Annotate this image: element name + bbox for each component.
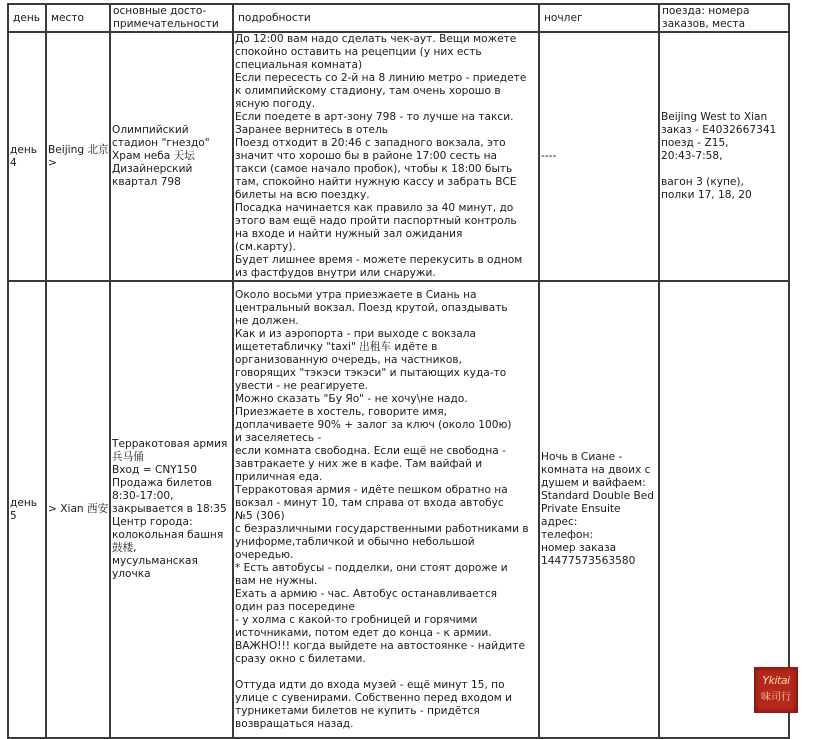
details-line: ВАЖНО!!! когда выйдете на автостоянке - найдите [235, 639, 525, 652]
sight-line: Дизайнерский [112, 163, 193, 175]
sight-line: улочка [112, 568, 151, 580]
cell-day [8, 32, 46, 281]
lodging-order-number: 14477573563580 [541, 555, 636, 567]
details-line: Если пересесть со 2-й на 8 линию метро - приедете [235, 72, 527, 84]
header-trains [659, 4, 789, 32]
details-line: с безразличными государственными работниками в [235, 522, 529, 535]
day-label: день [10, 143, 38, 156]
header-trains-line: заказов, места [662, 18, 746, 30]
details-line: очередью. [235, 548, 294, 561]
sight-line: 兵马俑 [112, 451, 144, 463]
lodging-room-type: Standard Double Bed [541, 490, 654, 502]
train-order-number: заказ - E4032667341 [661, 124, 777, 136]
details-line: Оттуда идти до входа музей - ещё минут 15, по [235, 678, 505, 691]
sight-line: Продажа билетов [112, 477, 212, 489]
header-sights [110, 4, 233, 32]
day-number: 4 [10, 156, 17, 169]
lodging-line: душем и вайфаем: [541, 477, 646, 489]
lodging-phone-label: телефон: [541, 529, 594, 541]
details-line: приличная еда. [235, 470, 323, 483]
details-line: там, спокойно найти нужную кассу и забрать ВСЕ [235, 176, 517, 188]
details-line: такси (самое начало пробок), чтобы к 18:00 быть [235, 163, 513, 175]
header-day [8, 4, 46, 32]
details-line: и заселяетесь - [235, 431, 322, 444]
details-line: Поезд отходит в 20:46 с западного вокзала, это [235, 137, 506, 149]
details-line: - у холма с какой-то гробницей и горячими [235, 613, 478, 626]
place-name: > Xian 西安 [48, 503, 109, 515]
sight-line: Центр города: [112, 516, 193, 528]
details-line: этого вам ещё надо пройти паспортный контроль [235, 215, 517, 227]
details-line: увести - не реагируете. [235, 379, 369, 392]
details-line: Около восьми утра приезжаете в Сиань на [235, 288, 477, 301]
train-time: 20:43-7:58, [661, 150, 723, 162]
details-line: к олимпийскому стадиону, там очень хорошо в [235, 85, 501, 97]
details-line: (см.карту). [235, 241, 296, 253]
cell-place [46, 32, 110, 281]
header-day-label: день [13, 11, 41, 24]
cell-sights [110, 281, 233, 738]
details-line: доплачиваете 90% + залог за ключ (около 100ю) [235, 418, 512, 431]
cell-place [46, 281, 110, 738]
header-place [46, 4, 110, 32]
details-line: возвращаться назад. [235, 717, 354, 730]
cell-sights [110, 32, 233, 281]
sight-line: колокольная башня [112, 529, 224, 541]
cell-lodging [539, 281, 659, 738]
table-row [8, 32, 789, 281]
details-line: ясную погоду. [235, 98, 316, 110]
details-line: Можно сказать "Бу Яо" - не хочу\не надо. [235, 392, 468, 405]
lodging-line: комната на двоих с [541, 464, 651, 476]
sight-line: Храм неба 天坛 [112, 150, 195, 162]
details-line: центральный вокзал. Поезд крутой, опаздывать [235, 301, 508, 314]
header-lodging-label: ночлег [544, 11, 583, 24]
cell-day [8, 281, 46, 738]
details-line: если комната свободна. Если ещё не свободна - [235, 444, 506, 457]
details-line: Посадка начинается как правило за 40 минут, до [235, 202, 514, 214]
details-line: спокойно оставить на рецепции (у них есть [235, 46, 482, 58]
cell-trains [659, 32, 789, 281]
lodging-address-label: адрес: [541, 516, 578, 528]
details-line: Как и из аэропорта - при выходе с вокзала [235, 327, 476, 340]
table-row [8, 281, 789, 738]
details-line: значит что хорошо бы в районе 17:00 сесть на [235, 150, 498, 162]
details-line: Приезжаете в хостель, говорите имя, [235, 405, 448, 418]
ykitai-logo [754, 667, 798, 713]
details-line: Если поедете в арт-зону 798 - то лучше на такси. [235, 111, 514, 123]
table-header-row [8, 4, 789, 32]
day-label: день [10, 496, 38, 509]
header-details-label: подробности [238, 11, 311, 24]
sight-closing: закрывается в 18:35 [112, 503, 227, 515]
header-lodging [539, 4, 659, 32]
train-line: Beijing West to Xian [661, 111, 768, 123]
sight-line: 鼓楼, [112, 542, 137, 554]
sight-price: Вход = CNY150 [112, 464, 197, 476]
train-carriage: вагон 3 (купе), [661, 176, 744, 188]
details-line: организованную очередь, на частников, [235, 353, 462, 366]
header-place-label: место [51, 11, 84, 24]
details-line: вокзал - минут 10, там справа от входа автобус [235, 496, 504, 509]
header-trains-line: поезда: номера [662, 5, 750, 17]
sight-line: мусульманская [112, 555, 198, 567]
sight-line: Олимпийский [112, 124, 189, 136]
lodging-line: ---- [541, 150, 557, 162]
day-number: 5 [10, 509, 17, 522]
train-berths: полки 17, 18, 20 [661, 189, 752, 201]
header-sights-line: основные досто- [113, 5, 207, 17]
details-line: Будет лишнее время - можете перекусить в одном [235, 254, 523, 266]
spacer [235, 666, 538, 679]
details-line: завтракаете у них же в кафе. Там вайфай и [235, 457, 483, 470]
spacer [661, 163, 788, 176]
train-number: поезд - Z15, [661, 137, 729, 149]
details-line: турникетами билетов не купить - придётся [235, 704, 480, 717]
details-line: Ехать а армию - час. Автобус останавливается [235, 587, 498, 600]
sight-line: стадион "гнездо" [112, 137, 210, 149]
details-line: До 12:00 вам надо сделать чек-аут. Вещи можете [235, 33, 517, 45]
itinerary-table [7, 3, 790, 739]
details-line: говорящих "тэкэси тэкэси" и пытающих куда-то [235, 366, 507, 379]
lodging-line: Ночь в Сиане - [541, 451, 623, 463]
details-line: №5 (306) [235, 509, 285, 522]
cell-details [233, 32, 539, 281]
logo-latin-text: Ykitai [762, 674, 790, 687]
details-line: один раз посередине [235, 600, 355, 613]
sight-line: квартал 798 [112, 176, 181, 188]
sight-hours: 8:30-17:00, [112, 490, 174, 502]
details-line: источниками, потом едет до конца - к армии. [235, 626, 492, 639]
details-line: Терракотовая армия - идёте пешком обратно на [235, 483, 508, 496]
details-line: ищететабличку "taxi" 出租车 идёте в [235, 340, 438, 353]
lodging-room-type: Private Ensuite [541, 503, 621, 515]
details-line: Заранее вернитесь в отель [235, 124, 389, 136]
cell-lodging [539, 32, 659, 281]
details-line: вам не нужны. [235, 574, 318, 587]
details-line: билеты на всю поездку. [235, 189, 370, 201]
header-sights-line: примечательности [113, 18, 219, 30]
place-arrow: > [48, 156, 57, 169]
details-line: не должен. [235, 314, 299, 327]
sight-line: Терракотовая армия [112, 438, 228, 450]
place-name: Beijing 北京 [48, 143, 109, 156]
logo-cjk-text: 味司行 [761, 692, 791, 703]
header-details [233, 4, 539, 32]
details-line: улице с сувенирами. Собственно перед входом и [235, 691, 512, 704]
details-line: на входе и найти нужный зал ожидания [235, 228, 463, 240]
details-line: * Есть автобусы - подделки, они стоят дороже и [235, 561, 508, 574]
details-line: из фастфудов внутри или снаружи. [235, 267, 436, 279]
lodging-order-label: номер заказа [541, 542, 617, 554]
details-line: униформе,табличкой и обычно небольшой [235, 535, 475, 548]
cell-details [233, 281, 539, 738]
details-line: специальная комната) [235, 59, 363, 71]
details-line: сразу окно с билетами. [235, 652, 366, 665]
